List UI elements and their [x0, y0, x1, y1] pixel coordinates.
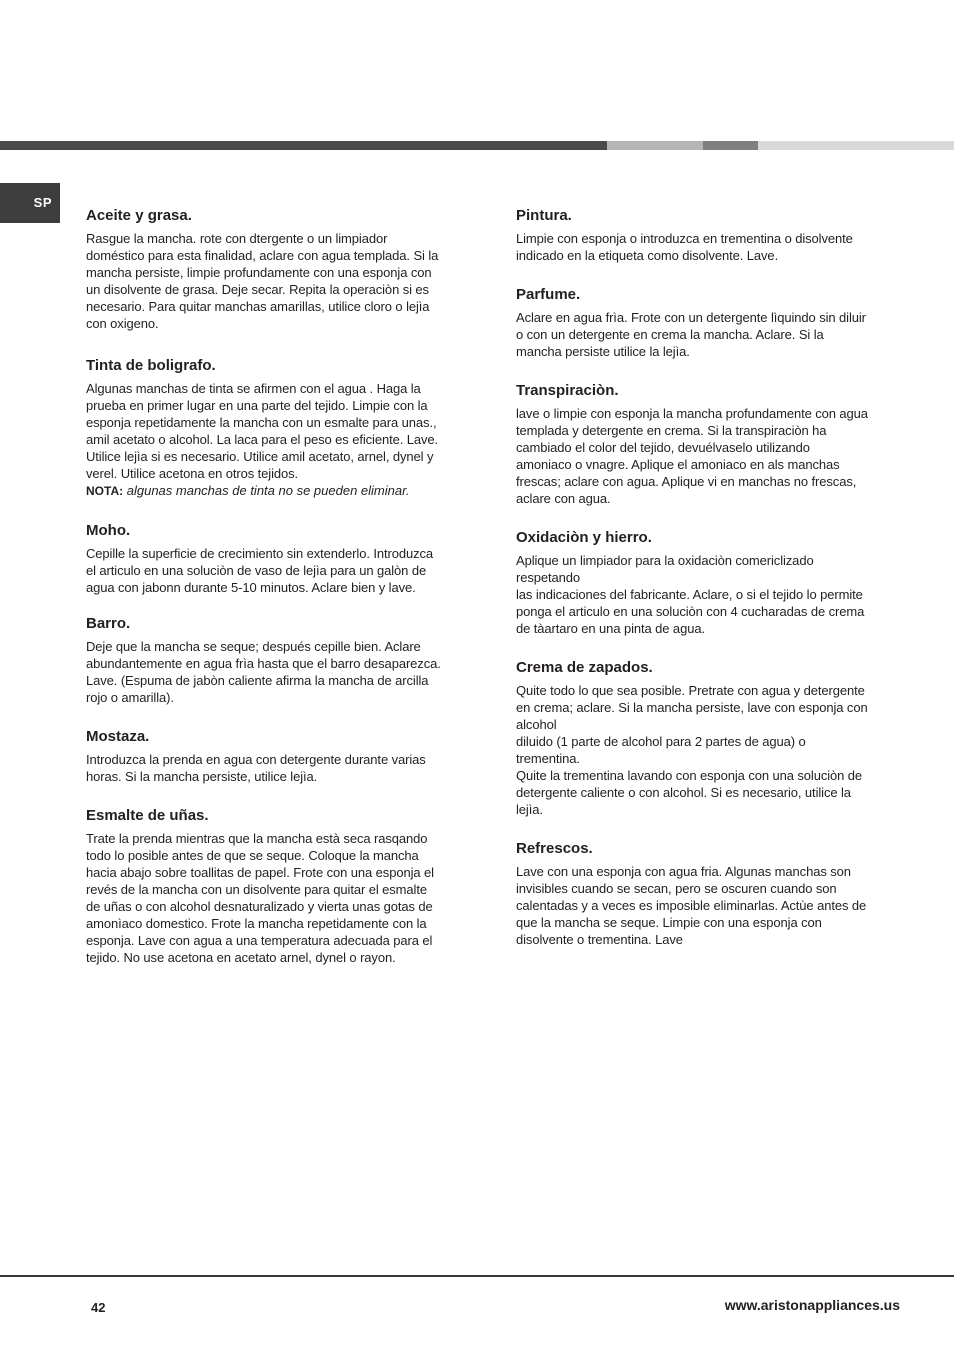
note — [86, 482, 476, 500]
header-color-bar — [0, 141, 954, 150]
note-label: NOTA: — [86, 484, 124, 498]
header-bar-light-segment — [607, 141, 703, 150]
left-column — [86, 206, 476, 966]
section-title: Aceite y grasa. — [86, 207, 192, 224]
section-title: Pintura. — [516, 207, 572, 224]
section-title: Parfume. — [516, 286, 581, 303]
section-refrescos — [516, 839, 902, 948]
section-body: Algunas manchas de tinta se afirmen con el agua . Haga la prueba en primer lugar en una parte del tejido. Limpie con la esponja repetidamente la mancha con un esmalte para unas., amil acetato o alcohol. La laca para el peso es eficiente. Lave. Utilice lejìa si es necesario. Utilice amil acetato, arnel, dynel y verel. Utilice acetona en otros tejidos. — [86, 381, 439, 481]
note-text: algunas manchas de tinta no se pueden eliminar. — [126, 483, 410, 498]
section-body: Aclare en agua frìa. Frote con un detergente lìquindo sin diluir o con un detergente en crema la mancha. Aclare. Si la mancha persiste utilice la lejìa. — [516, 310, 866, 359]
section-title: Moho. — [86, 522, 131, 539]
section-oxidacion — [516, 528, 902, 637]
section-body: Quite todo lo que sea posible. Pretrate con agua y detergente en crema; aclare. Si la mancha persiste, lave con esponja con alcohol diluido (1 parte de alcohol para 2 partes de agua) o trementina. Quite la trementina lavando con esponja con una soluciòn de detergente caliente o con alcohol. Si es necesario, utilice la lejìa. — [516, 683, 868, 817]
website-link[interactable]: www.aristonappliances.us — [724, 1297, 900, 1313]
right-column — [516, 206, 902, 948]
section-title: Crema de zapados. — [516, 659, 653, 676]
section-moho — [86, 521, 476, 596]
section-transpiracion — [516, 381, 902, 507]
section-tinta — [86, 356, 476, 500]
section-body: Lave con una esponja con agua fria. Algunas manchas son invisibles cuando se secan, pero se oscuren cuando son calentadas y a veces es imposible eliminarlas. Actùe antes de que la mancha se seque. Limpie con una esponja con disolvente o trementina. Lave — [516, 864, 867, 947]
section-body: Introduzca la prenda en agua con detergente durante varias horas. Si la mancha persiste, utilice lejìa. — [86, 752, 426, 784]
page-number: 42 — [91, 1300, 106, 1315]
section-esmalte — [86, 806, 476, 966]
section-body: Limpie con esponja o introduzca en trementina o disolvente indicado en la etiqueta como disolvente. Lave. — [516, 231, 853, 263]
section-body: Cepille la superficie de crecimiento sin extenderlo. Introduzca el articulo en una soluciòn de vaso de lejìa para un galòn de agua con jabonn durante 5-10 minutos. Aclare bien y lave. — [86, 546, 434, 595]
section-parfume — [516, 285, 902, 360]
section-body: Trate la prenda mientras que la mancha està seca rasqando todo lo posible antes de que se seque. Coloque la mancha hacia abajo sobre toallitas de papel. Frote con una esponja el revés de la mancha con un disolvente para quitar el esmalte de uñas o con alcohol desnaturalizado y vierta unas gotas de amonìaco domestico. Frote la mancha repetidamente con la esponja. Lave con agua a una temperatura adecuada para el tejido. No use acetona en acetato arnel, dynel o rayon. — [86, 831, 434, 965]
section-title: Transpiraciòn. — [516, 382, 619, 399]
language-tab: SP — [0, 183, 60, 223]
section-title: Refrescos. — [516, 840, 593, 857]
section-title: Barro. — [86, 615, 131, 632]
section-mostaza — [86, 727, 476, 785]
section-barro — [86, 614, 476, 706]
header-bar-pale-segment — [758, 141, 954, 150]
section-title: Mostaza. — [86, 728, 150, 745]
section-body: Deje que la mancha se seque; después cepille bien. Aclare abundantemente en agua frìa hasta que el barro desaparezca. Lave. (Espuma de jabòn caliente afirma la mancha de arcilla rojo o amarilla). — [86, 639, 441, 705]
section-pintura — [516, 206, 902, 264]
footer-divider — [0, 1275, 954, 1277]
section-title: Tinta de boligrafo. — [86, 357, 216, 374]
header-bar-mid-segment — [703, 141, 758, 150]
section-body: Aplique un limpiador para la oxidaciòn comericlizado respetando las indicaciones del fabricante. Aclare, o si el tejido lo permite ponga el articulo en una soluciòn con 4 cucharadas de crema de tàartaro en una pinta de agua. — [516, 553, 865, 636]
header-bar-dark-segment — [0, 141, 607, 150]
section-crema-zapados — [516, 658, 902, 818]
section-aceite — [86, 206, 476, 332]
section-body: Rasgue la mancha. rote con dtergente o un limpiador doméstico para esta finalidad, aclare con agua templada. Si la mancha persiste, limpie profundamente con una esponja con un disolvente de grasa. Deje secar. Repita la operaciòn si es necesario. Para quitar manchas amarillas, utilice cloro o lejìa con oxigeno. — [86, 231, 439, 331]
section-body: lave o limpie con esponja la mancha profundamente con agua templada y detergente en crema. Si la transpiraciòn ha cambiado el color del tejido, devuélvaselo utilizando amoniaco o vnagre. Aplique el amoniaco en als manchas frescas; aclare con agua. Aplique vi en manchas no frescas, aclare con agua. — [516, 406, 868, 506]
section-title: Oxidaciòn y hierro. — [516, 529, 652, 546]
section-title: Esmalte de uñas. — [86, 807, 209, 824]
